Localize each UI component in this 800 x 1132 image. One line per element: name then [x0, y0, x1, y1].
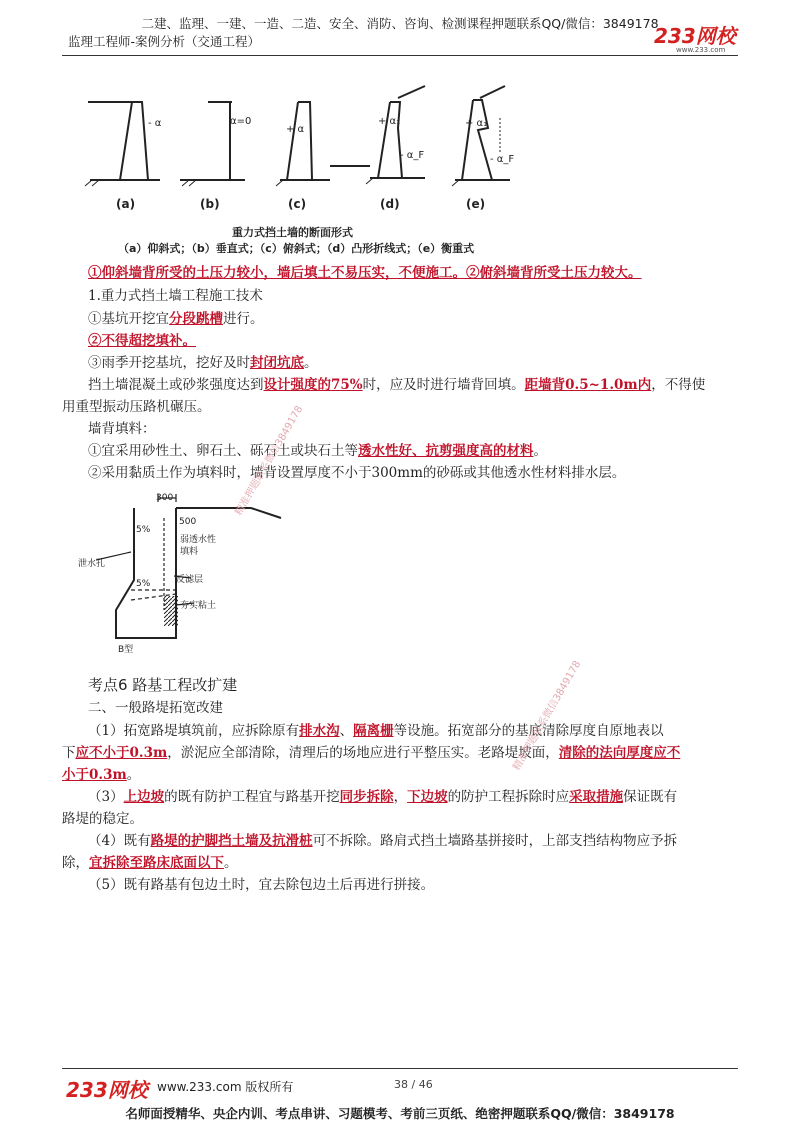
- note-part1: ①仰斜墙背所受的土压力较小，墙后填土不易压实，不便施工。: [88, 265, 466, 281]
- alpha-f-label-e: - α_F: [490, 154, 515, 165]
- header-logo-url: www.233.com: [676, 46, 726, 54]
- wall-sections-figure: [80, 78, 520, 218]
- alpha-1-label-d: + α₁: [378, 116, 401, 127]
- note-line: [88, 262, 642, 284]
- note-part2: ②俯斜墙背所受土压力较大。: [466, 265, 642, 281]
- footer-promo-line: 名师面授精华、央企内训、考点串讲、习题模考、考前三页纸、绝密押题联系QQ/微信：3849178: [125, 1106, 675, 1121]
- header-promo-line: 二建、监理、一建、一造、二造、安全、消防、咨询、检测课程押题联系QQ/微信：3849178: [141, 16, 659, 31]
- footer-copyright: www.233.com 版权所有: [157, 1080, 294, 1094]
- dim-300: 300: [156, 493, 174, 503]
- clause3-line1: （3）上边坡的既有防护工程宜与路基开挖同步拆除，下边坡的防护工程拆除时应采取措施保证既有: [88, 789, 678, 805]
- clause4-line2: 除，宜拆除至路床底面以下。: [62, 855, 238, 871]
- alpha-zero-label: α=0: [230, 116, 252, 127]
- fig1-subtitle: （a）仰斜式；（b）垂直式；（c）俯斜式；（d）凸形折线式；（e）衡重式: [118, 242, 475, 255]
- dim-500: 500: [179, 517, 197, 527]
- backfill-title: 墙背填料：: [88, 421, 156, 437]
- watermark-1: 精准押题联系微信3849178: [233, 404, 306, 518]
- header-logo: [654, 26, 736, 54]
- fig1-label-a: (a): [116, 197, 136, 211]
- clause5: （5）既有路基有包边土时，宜去除包边土后再进行拼接。: [88, 877, 435, 893]
- item2: ②不得超挖填补。: [88, 333, 196, 349]
- header-subtitle: 监理工程师-案例分析（交通工程）: [68, 34, 261, 49]
- clause1-line2: 下应不小于0.3m，淤泥应全部清除，清理后的场地应进行平整压实。老路堤坡面，清除的法向厚度应不: [62, 745, 681, 761]
- sec1-title: 1.重力式挡土墙工程施工技术: [88, 288, 263, 304]
- alpha-f-label-d: - α_F: [400, 150, 425, 161]
- header-rule: [62, 55, 738, 56]
- label-filter: 反滤层: [176, 575, 204, 585]
- footer-rule: [62, 1068, 738, 1069]
- fig1-title: 重力式挡土墙的断面形式: [232, 226, 353, 239]
- fig1-label-c: (c): [288, 197, 307, 211]
- para4-line2: 用重型振动压路机碾压。: [62, 399, 211, 415]
- label-type: B型: [118, 645, 134, 655]
- clause4-line1: （4）既有路堤的护脚挡土墙及抗滑桩可不拆除。路肩式挡土墙路基拼接时，上部支挡结构物应予拆: [88, 833, 678, 849]
- backfill-drainage-figure: [76, 490, 296, 660]
- backfill-item2: ②采用黏质土作为填料时，墙背设置厚度不小于300mm的砂砾或其他透水性材料排水层。: [88, 465, 626, 481]
- item1: ①基坑开挖宜分段跳槽进行。: [88, 311, 264, 327]
- clause1-line1: （1）拓宽路堤填筑前，应拆除原有排水沟、隔离栅等设施。拓宽部分的基底清除厚度自原地表以: [88, 723, 664, 739]
- para4-line1: 挡土墙混凝土或砂浆强度达到设计强度的75%时，应及时进行墙背回填。距墙背0.5~1.0m内，不得使: [88, 377, 706, 393]
- header-logo-text: 233网校: [654, 24, 736, 48]
- label-fill1: 弱透水性: [180, 535, 217, 545]
- label-clay: 夯实粘土: [180, 601, 217, 611]
- alpha-1-label-e: + α₁: [465, 118, 488, 129]
- alpha-neg-label-a: - α: [148, 118, 162, 129]
- watermark-2: 精准押题联系微信3849178: [511, 659, 584, 773]
- item3: ③雨季开挖基坑，挖好及时封闭坑底。: [88, 355, 318, 371]
- fig1-label-e: (e): [466, 197, 486, 211]
- clause3-line2: 路堤的稳定。: [62, 811, 143, 827]
- page-number: 38 / 46: [394, 1078, 433, 1091]
- fig1-label-b: (b): [200, 197, 220, 211]
- footer-logo: 233网校: [66, 1078, 148, 1102]
- slope-bottom: 5%: [136, 579, 151, 589]
- section-title: 考点6 路基工程改扩建: [88, 676, 238, 694]
- fig1-label-d: (d): [380, 197, 400, 211]
- clause1-line3: 小于0.3m。: [62, 767, 141, 783]
- label-drain: 泄水孔: [78, 559, 106, 569]
- slope-top: 5%: [136, 525, 151, 535]
- backfill-item1: ①宜采用砂性土、卵石土、砾石土或块石土等透水性好、抗剪强度高的材料。: [88, 443, 547, 459]
- sub-title: 二、一般路堤拓宽改建: [88, 700, 223, 716]
- label-fill2: 填料: [180, 547, 199, 557]
- alpha-pos-label: + α: [286, 124, 305, 135]
